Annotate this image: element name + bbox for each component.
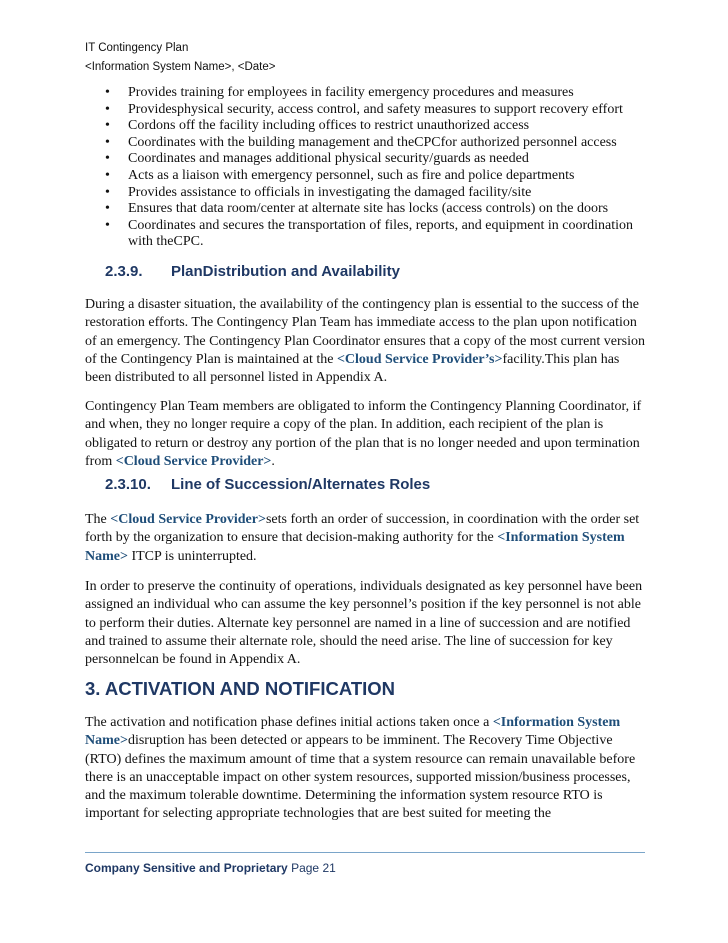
section-title: PlanDistribution and Availability — [171, 263, 400, 280]
page-footer — [85, 861, 336, 875]
bullet-icon: • — [105, 167, 110, 183]
section-heading-2-3-9 — [105, 263, 400, 280]
section-number: 2.3.9. — [105, 263, 143, 280]
footer-rule — [85, 852, 645, 853]
page-number: 21 — [322, 861, 336, 875]
list-item: • Coordinates and secures the transportation of files, reports, and equipment in coordination with theCPC. — [105, 217, 634, 250]
activation-paragraph: The activation and notification phase defines initial actions taken once a <Information System Name>disruption has been detected or appears to be imminent. The Recovery Time Objective (RTO) defines the maximum amount of time that a system resource can remain unavailable before there is an unacceptable impact on other system resources, supported mission/business processes, and the maximum tolerable downtime. Determining the information system resource RTO is important for selecting appropriate technologies that are best suited for meeting the — [85, 715, 636, 822]
list-item: • Coordinates and manages additional physical security/guards as needed — [105, 151, 529, 167]
bullet-icon: • — [105, 85, 110, 100]
section-title: Line of Succession/Alternates Roles — [171, 476, 431, 493]
list-item: • Cordons off the facility including offices to restrict unauthorized access — [105, 118, 530, 134]
bullet-icon: • — [105, 217, 110, 233]
footer-page-word: Page — [291, 861, 320, 875]
succession-paragraph-2: In order to preserve the continuity of operations, individuals designated as key personnel have been assigned an individual who can assume the key personnel’s position if the key personnel is not able to perform their duties. Alternate key personnel are named in a line of succession and are notified and trained to assume their alternate role, should the need arise. The line of succession for key personnelcan be found in Appendix A. — [85, 579, 643, 668]
header-title: IT Contingency Plan — [85, 42, 189, 54]
placeholder-text: <Cloud Service Provider> — [110, 512, 266, 527]
bullet-icon: • — [105, 118, 110, 134]
succession-paragraph-1: The <Cloud Service Provider>sets forth an order of succession, in coordination with the order set forth by the organization to ensure that decision-making authority for the <Information System Name> ITCP is uninterrupted. — [85, 512, 640, 564]
bullet-icon: • — [105, 184, 110, 200]
bullet-icon: • — [105, 201, 110, 217]
list-item: • Acts as a liaison with emergency personnel, such as fire and police departments — [105, 167, 575, 183]
bullet-icon: • — [105, 101, 110, 117]
section-number: 2.3.10. — [105, 476, 151, 493]
list-item: • Coordinates with the building management and theCPCfor authorized personnel access — [105, 134, 617, 150]
responsibility-list — [85, 85, 645, 251]
placeholder-text: <Information System Name> — [85, 530, 625, 564]
distribution-paragraph-1: During a disaster situation, the availability of the contingency plan is essential to the success of the restoration efforts. The Contingency Plan Team has immediate access to the plan upon notification of an emergency. The Contingency Plan Coordinator ensures that a copy of the most current version of the Contingency Plan is maintained at the <Cloud Service Provider’s>facility.This plan has been distributed to all personnel listed in Appendix A. — [85, 297, 645, 386]
section-heading-2-3-10 — [105, 476, 430, 493]
header-subtitle: <Information System Name>, <Date> — [85, 61, 276, 73]
placeholder-text: <Cloud Service Provider> — [115, 453, 272, 469]
list-item: • Ensures that data room/center at alternate site has locks (access controls) on the doors — [105, 201, 609, 217]
bullet-icon: • — [105, 151, 110, 167]
distribution-paragraph-2: Contingency Plan Team members are obligated to inform the Contingency Planning Coordinator, if and when, they no longer require a copy of the plan. In addition, each recipient of the plan is obligated to return or destroy any portion of the plan that is no longer needed and upon termination from <Cloud Service Provider>. — [85, 399, 642, 469]
bullet-icon: • — [105, 134, 110, 150]
list-item: • Provides assistance to officials in investigating the damaged facility/site — [105, 184, 532, 200]
chapter-heading: 3. ACTIVATION AND NOTIFICATION — [85, 678, 396, 699]
list-item: • Providesphysical security, access control, and safety measures to support recovery effort — [105, 101, 623, 117]
footer-label: Company Sensitive and Proprietary — [85, 861, 288, 875]
list-item: • Provides training for employees in facility emergency procedures and measures — [105, 85, 574, 100]
placeholder-text: <Information System Name> — [85, 715, 621, 749]
placeholder-text: <Cloud Service Provider’s> — [336, 351, 503, 367]
